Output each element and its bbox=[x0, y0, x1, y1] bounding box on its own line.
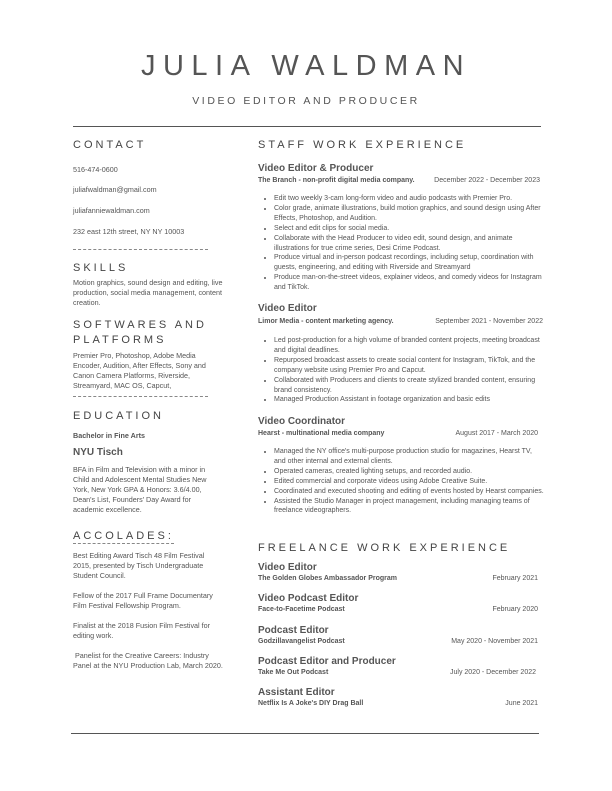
header-divider bbox=[73, 126, 541, 127]
freelance-job-title: Video Editor bbox=[258, 562, 317, 573]
education-degree: Bachelor in Fine Arts bbox=[73, 431, 146, 440]
freelance-job-dates: February 2021 bbox=[492, 575, 538, 582]
freelance-job-meta bbox=[258, 606, 538, 613]
freelance-job-org: Take Me Out Podcast bbox=[258, 669, 329, 676]
bullet-item: • Collaborated with Producers and clients to create stylized branded content, ensuring brand consistency. bbox=[274, 376, 544, 396]
staff-job-title: Video Editor & Producer bbox=[258, 163, 374, 174]
freelance-job-org: Godzillavangelist Podcast bbox=[258, 638, 345, 645]
freelance-job-title: Podcast Editor bbox=[258, 625, 329, 636]
bullet-item: • Managed Production Assistant in footage organization and basic edits bbox=[274, 395, 544, 405]
accolade-item: Best Editing Award Tisch 48 Film Festival 2015, presented by Tisch Undergraduate Student Council. bbox=[73, 551, 205, 580]
staff-job-bullets bbox=[260, 336, 544, 405]
bullet-item: • Edited commercial and corporate videos using Adobe Creative Suite. bbox=[274, 477, 544, 487]
staff-job-org: Hearst - multinational media company bbox=[258, 430, 385, 437]
freelance-job-meta bbox=[258, 575, 538, 582]
staff-job-meta bbox=[258, 318, 543, 325]
bullet-item: • Coordinated and executed shooting and editing of events hosted by Hearst companies. bbox=[274, 487, 544, 497]
accolades-list bbox=[73, 551, 223, 671]
bullet-item: • Produce man-on-the-street videos, explainer videos, and comedy videos for Instagram and TikTok. bbox=[274, 273, 544, 293]
freelance-job-title: Assistant Editor bbox=[258, 687, 335, 698]
staff-job-bullets bbox=[260, 447, 544, 516]
freelance-job-meta bbox=[258, 669, 536, 676]
bullet-item: • Operated cameras, created lighting setups, and recorded audio. bbox=[274, 467, 544, 477]
education-school: NYU Tisch bbox=[73, 447, 123, 458]
freelance-job-org: Face-to-Facetime Podcast bbox=[258, 606, 345, 613]
softwares-heading-line2: PLATFORMS bbox=[73, 334, 167, 346]
staff-job-meta bbox=[258, 430, 538, 437]
education-heading: EDUCATION bbox=[73, 410, 164, 422]
freelance-job-dates: May 2020 - November 2021 bbox=[451, 638, 538, 645]
contact-email-2: juliafanniewaldman.com bbox=[73, 206, 150, 215]
resume-name: JULIA WALDMAN bbox=[140, 50, 472, 82]
skills-text: Motion graphics, sound design and editing, live production, social media management, content creation. bbox=[73, 278, 223, 307]
staff-job-dates: August 2017 - March 2020 bbox=[455, 430, 538, 437]
staff-job-title: Video Coordinator bbox=[258, 416, 346, 427]
accolade-item: Finalist at the 2018 Fusion Film Festival for editing work. bbox=[73, 621, 211, 640]
bullet-item: • Color grade, animate illustrations, build motion graphics, and sound design using After Effects, Photoshop, and Audition. bbox=[274, 204, 544, 224]
staff-heading: STAFF WORK EXPERIENCE bbox=[258, 139, 467, 151]
bullet-item: • Collaborate with the Head Producer to video edit, sound design, and animate illustrations for true crime series, Desi Crime Podcast. bbox=[274, 234, 544, 254]
bullet-item: • Managed the NY office's multi-purpose production studio for magazines, Hearst TV, and other internal and external clients. bbox=[274, 447, 544, 467]
accolades-heading: ACCOLADES: bbox=[73, 530, 174, 542]
staff-job-meta bbox=[258, 177, 540, 184]
accolade-item: Fellow of the 2017 Full Frame Documentary Film Festival Fellowship Program. bbox=[73, 591, 213, 610]
bullet-item: • Led post-production for a high volume of branded content projects, meeting broadcast and digital deadlines. bbox=[274, 336, 544, 356]
staff-job-title: Video Editor bbox=[258, 303, 317, 314]
freelance-job-dates: February 2020 bbox=[492, 606, 538, 613]
freelance-job-title: Video Podcast Editor bbox=[258, 593, 359, 604]
softwares-text: Premier Pro, Photoshop, Adobe Media Encoder, Audition, After Effects, Sony and Canon Camera Platforms, Riverside, Streamyard, MAC OS, Capcut, bbox=[73, 351, 206, 390]
bullet-item: • Edit two weekly 3-cam long-form video and audio podcasts with Premier Pro. bbox=[274, 194, 544, 204]
bullet-item: • Select and edit clips for social media. bbox=[274, 224, 544, 234]
footer-divider bbox=[71, 733, 539, 734]
bullet-item: • Assisted the Studio Manager in project management, including managing teams of freelance videographers. bbox=[274, 497, 544, 517]
contact-email-1: juliafwaldman@gmail.com bbox=[73, 185, 157, 194]
skills-heading: SKILLS bbox=[73, 262, 129, 274]
softwares-divider bbox=[73, 396, 208, 397]
freelance-job-dates: June 2021 bbox=[505, 700, 538, 707]
bullet-item: • Produce virtual and in-person podcast recordings, including setup, coordination with guests, engineering, and editing with Riverside and Streamyard bbox=[274, 253, 544, 273]
freelance-job-org: The Golden Globes Ambassador Program bbox=[258, 575, 397, 582]
staff-job-bullets bbox=[260, 194, 544, 293]
softwares-heading-line1: SOFTWARES AND bbox=[73, 319, 207, 331]
resume-title: VIDEO EDITOR AND PRODUCER bbox=[192, 95, 420, 107]
contact-divider bbox=[73, 249, 208, 250]
staff-job-dates: December 2022 - December 2023 bbox=[434, 177, 540, 184]
bullet-item: • Repurposed broadcast assets to create social content for Instagram, TikTok, and the company website using Premier Pro and Capcut. bbox=[274, 356, 544, 376]
freelance-heading: FREELANCE WORK EXPERIENCE bbox=[258, 542, 511, 554]
staff-job-org: Limor Media - content marketing agency. bbox=[258, 318, 394, 325]
education-text: BFA in Film and Television with a minor in Child and Adolescent Mental Studies New York, New York GPA & Honors: 3.6/4.00, Dean's List, Founders' Day Award for academic excellence. bbox=[73, 465, 207, 514]
accolade-item: Panelist for the Creative Careers: Industry Panel at the NYU Production Lab, March 2020. bbox=[73, 651, 223, 670]
staff-job-org: The Branch - non-profit digital media company. bbox=[258, 177, 415, 184]
contact-phone: 516-474-0600 bbox=[73, 165, 118, 174]
contact-address: 232 east 12th street, NY NY 10003 bbox=[73, 227, 185, 236]
freelance-job-meta bbox=[258, 700, 538, 707]
freelance-job-dates: July 2020 - December 2022 bbox=[450, 669, 536, 676]
staff-job-dates: September 2021 - November 2022 bbox=[435, 318, 543, 325]
contact-heading: CONTACT bbox=[73, 139, 147, 151]
softwares-heading bbox=[73, 318, 207, 348]
freelance-job-meta bbox=[258, 638, 538, 645]
freelance-job-title: Podcast Editor and Producer bbox=[258, 656, 396, 667]
freelance-job-org: Netflix Is A Joke's DIY Drag Ball bbox=[258, 700, 364, 707]
